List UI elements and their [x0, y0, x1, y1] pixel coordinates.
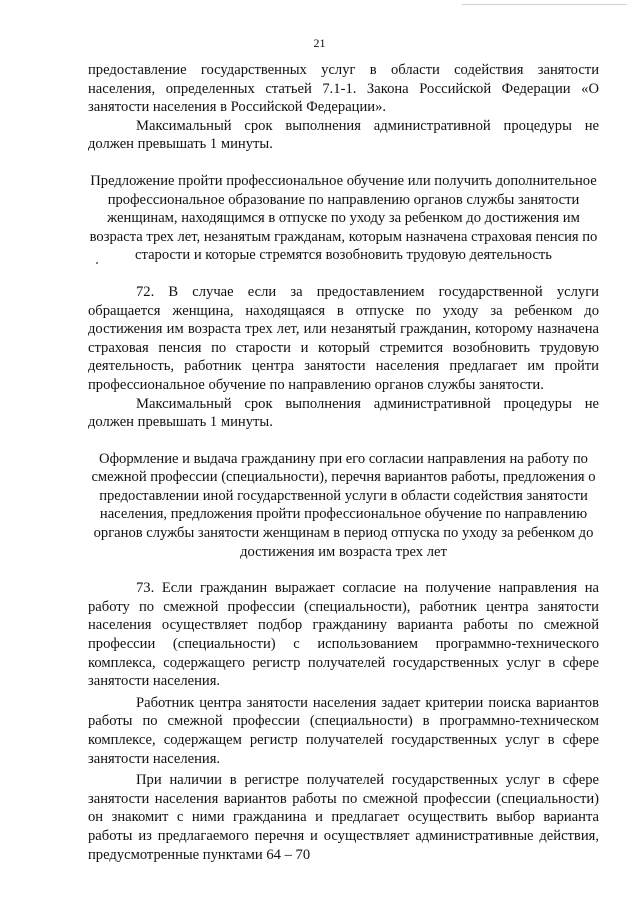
paragraph-72: 72. В случае если за предоставлением государственной услуги обращается женщина, находящаяся в отпуске по уходу за ребенком до достижения им возраста трех лет, или незанятый гражданин, которому назначена страховая пенсия по старости и который стремится возобновить трудовую деятельность, работник центра занятости населения предлагает им пройти профессиональное обучение по направлению органов службы занятости.: [88, 283, 599, 393]
paragraph-search-criteria: Работник центра занятости населения задает критерии поиска вариантов работы по смежной профессии (специальности) в программно-техническом комплексе, содержащем регистр получателей государственных услуг в сфере занятости населения.: [88, 694, 599, 767]
section-heading-referral: Оформление и выдача гражданину при его согласии направления на работу по смежной профессии (специальности), перечня вариантов работы, предложения о предоставлении иной государственной услуги в области содействия занятости населения, предложения пройти профессиональное обучение по направлению органов службы занятости женщинам в период отпуска по уходу за ребенком до достижения им возраста трех лет: [91, 450, 596, 560]
paragraph-register-options: При наличии в регистре получателей государственных услуг в сфере занятости населения вариантов работы по смежной профессии (специальности) он знакомит с ними гражданина и предлагает осуществить выбор варианта работы из предлагаемого перечня и осуществляет административные действия, предусмотренные пунктами 64 – 70: [88, 772, 599, 863]
paragraph-max-duration-1: Максимальный срок выполнения административной процедуры не должен превышать 1 минуты.: [88, 117, 599, 153]
paragraph-73: 73. Если гражданин выражает согласие на получение направления на работу по смежной профессии (специальности), работник центра занятости населения осуществляет подбор гражданину варианта работы по смежной профессии (специальности) с использованием программно-технического комплекса, содержащего регистр получателей государственных услуг в сфере занятости населения.: [88, 580, 599, 690]
page-number: 21: [313, 36, 326, 50]
section-heading-training-offer: Предложение пройти профессиональное обучение или получить дополнительное профессиональное образование по направлению органов службы занятости женщинам, находящимся в отпуске по уходу за ребенком до достижения им возраста трех лет, незанятым гражданам, которым назначена страховая пенсия по старости и которые стремятся возобновить трудовую деятельность: [89, 172, 598, 264]
paragraph-intro: предоставление государственных услуг в области содействия занятости населения, определенных статьей 7.1-1. Закона Российской Федерации «О занятости населения в Российской Федерации».: [88, 62, 599, 116]
paragraph-max-duration-2: Максимальный срок выполнения административной процедуры не должен превышать 1 минуты.: [88, 395, 599, 431]
document-body: [88, 61, 599, 864]
top-divider: [462, 4, 627, 5]
